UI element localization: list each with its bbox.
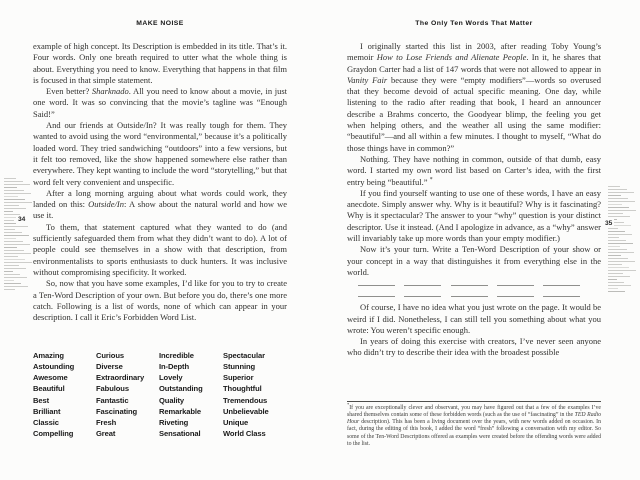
forbidden-word: Fascinating: [96, 406, 138, 416]
page-edge-line: [608, 252, 634, 253]
write-in-line: [404, 295, 441, 297]
page-edge-line: [4, 274, 20, 275]
paragraph: Now it’s your turn. Write a Ten-Word Description of your show or your concept in a way that distinguishes it from everything else in the world.: [347, 244, 601, 277]
page-edge-line: [608, 228, 618, 229]
page-edge-line: [608, 243, 633, 244]
forbidden-word: Extraordinary: [96, 373, 145, 383]
page-edge-line: [608, 237, 619, 238]
page-edge-line: [608, 195, 621, 196]
page-edge-line: [608, 267, 629, 268]
paragraph: Nothing. They have nothing in common, outside of that dumb, easy word. I started my own word list based on Carter’s idea, with the first entry being “beautiful.” *: [347, 153, 601, 187]
forbidden-word: Riveting: [159, 417, 189, 427]
page-edge-line: [4, 235, 29, 236]
forbidden-word-list: [33, 350, 287, 439]
page-edge-texture-right: [608, 186, 640, 294]
paragraph: To them, that statement captured what they wanted to do (and sufficiently safeguarded them from what they didn’t want to do). A lot of people could see themselves in a show with that description, from environmentalists to sports enthusiasts to duck hunters. It was inclusive without compromising specificity. It worked.: [33, 221, 287, 277]
forbidden-word: Diverse: [96, 362, 123, 372]
paragraph: Of course, I have no idea what you just wrote on the page. It would be weird if I did. Nonetheless, I can still tell you something about what you wrote: You weren’t specific enough.: [347, 302, 601, 335]
forbidden-word: Unbelievable: [223, 406, 269, 416]
page-edge-line: [608, 291, 625, 292]
footnote: [347, 401, 601, 448]
forbidden-word: Astounding: [33, 362, 75, 372]
page-edge-line: [4, 205, 19, 206]
running-head-right: The Only Ten Words That Matter: [415, 20, 533, 27]
page-edge-line: [4, 262, 32, 263]
page-edge-line: [608, 261, 635, 262]
page-edge-line: [608, 198, 628, 199]
page-edge-line: [608, 201, 635, 202]
page-edge-line: [4, 232, 22, 233]
page-edge-line: [4, 238, 16, 239]
page-edge-line: [608, 204, 622, 205]
right-page-paragraphs-top: [347, 41, 601, 278]
page-edge-line: [4, 247, 17, 248]
forbidden-word: Fantastic: [96, 395, 129, 405]
forbidden-word: Fabulous: [96, 384, 129, 394]
right-page: [320, 0, 640, 480]
word-list-column: [159, 350, 223, 439]
page-edge-line: [4, 208, 26, 209]
running-head-left: MAKE NOISE: [136, 20, 184, 27]
page-edge-line: [4, 220, 14, 221]
right-page-paragraphs-bottom: [347, 302, 601, 358]
page-edge-line: [608, 258, 628, 259]
page-edge-line: [4, 280, 14, 281]
page-edge-line: [4, 244, 30, 245]
write-in-line: [497, 284, 534, 286]
footnote-rule: [347, 401, 601, 402]
forbidden-word: In-Depth: [159, 362, 189, 372]
paragraph: In years of doing this exercise with creators, I’ve never seen anyone who didn’t try to describe their idea with the broadest possible: [347, 336, 601, 358]
page-edge-line: [608, 273, 623, 274]
forbidden-word: Amazing: [33, 351, 64, 360]
page-edge-line: [4, 250, 24, 251]
page-edge-line: [4, 181, 23, 182]
page-edge-line: [608, 255, 621, 256]
page-edge-line: [4, 271, 13, 272]
write-in-lines: [358, 284, 580, 297]
forbidden-word: Fresh: [96, 417, 117, 427]
forbidden-word: Incredible: [159, 351, 194, 360]
write-in-line-row: [358, 284, 580, 286]
page-edge-line: [608, 276, 630, 277]
page-edge-line: [608, 288, 618, 289]
page-edge-line: [4, 211, 13, 212]
page-edge-line: [4, 256, 18, 257]
page-edge-line: [4, 253, 31, 254]
page-edge-line: [4, 184, 30, 185]
write-in-line: [543, 295, 580, 297]
footnote-marker: *: [347, 402, 350, 408]
page-edge-line: [608, 207, 629, 208]
paragraph: example of high concept. Its Description is embedded in its title. That’s it. Four words. Only one breath required to utter what the whole thing is about. Everything you need to know. Everything that happens in that film is focused in that simple statement.: [33, 41, 287, 85]
paragraph: So, now that you have some examples, I’d like for you to try to create a Ten-Word Description of your own. But before you do, there’s one more catch. Following is a list of words, none of which can appear in your description. I call it Eric’s Forbidden Word List.: [33, 278, 287, 323]
page-edge-line: [4, 193, 31, 194]
page-edge-line: [608, 270, 636, 271]
page-edge-line: [608, 216, 630, 217]
page-edge-line: [4, 241, 23, 242]
write-in-line: [543, 284, 580, 286]
page-edge-line: [608, 210, 636, 211]
forbidden-word: Brilliant: [33, 406, 61, 416]
forbidden-word: Beautiful: [33, 384, 65, 394]
forbidden-word: Sensational: [159, 429, 201, 439]
page-edge-line: [4, 265, 19, 266]
page-edge-line: [4, 277, 27, 278]
write-in-line: [497, 295, 534, 297]
page-edge-texture-left: [4, 178, 34, 292]
page-edge-line: [608, 246, 620, 247]
write-in-line: [358, 284, 395, 286]
page-edge-line: [4, 187, 17, 188]
right-page-body: [347, 41, 601, 359]
write-in-line: [358, 295, 395, 297]
forbidden-word: Awesome: [33, 373, 68, 383]
word-list-column: [33, 350, 96, 439]
page-edge-line: [4, 283, 21, 284]
paragraph: If you find yourself wanting to use one of these words, I have an easy anecdote. Simply answer why. Why is it beautiful? Why is it fascinating? Why is it spectacular? The answer to your “why” question is your distinct descriptor. Use it instead. (And I apologize in advance, as a “why” answer will invariably take up more words than your empty modifier.): [347, 187, 601, 244]
left-page-body: [33, 41, 287, 323]
page-edge-line: [608, 213, 623, 214]
forbidden-word: Compelling: [33, 429, 74, 439]
page-edge-line: [4, 190, 24, 191]
write-in-line: [451, 295, 488, 297]
forbidden-word: Quality: [159, 395, 185, 405]
page-number-right: 35: [605, 220, 613, 227]
page-edge-line: [608, 279, 617, 280]
write-in-line: [404, 284, 441, 286]
forbidden-word: Spectacular: [223, 351, 265, 360]
page-edge-line: [4, 202, 32, 203]
forbidden-word: Unique: [223, 417, 249, 427]
page-edge-line: [608, 234, 632, 235]
forbidden-word: Remarkable: [159, 406, 202, 416]
page-edge-line: [608, 192, 634, 193]
page-edge-line: [608, 285, 631, 286]
word-list-column: [96, 350, 159, 439]
page-edge-line: [4, 226, 28, 227]
page-edge-line: [4, 199, 25, 200]
paragraph: I originally started this list in 2003, after reading Toby Young’s memoir How to Lose Friends and Alienate People. In it, he shares that Graydon Carter had a list of 147 words that were not allowed to appear in Vanity Fair because they were “empty modifiers”—words so overused that they become devoid of actual specific meaning. One day, while listening to the radio after reading that book, I heard an announcer describe a Brahms concerto, the Goodyear blimp, the feeling you get when helping others, and the weather all using the same modifier: “beautiful”—and all within a few minutes. I thought to myself, “What do those things have in common?”: [347, 41, 602, 153]
forbidden-word: Great: [96, 429, 116, 439]
write-in-line-row: [358, 295, 580, 297]
paragraph: After a long morning arguing about what words could work, they landed on this: Outside/In: A show about the natural world and how we use it.: [33, 187, 287, 221]
page-number-left: 34: [18, 216, 26, 223]
page-edge-line: [4, 286, 28, 287]
paragraph: And our friends at Outside/In? It was really tough for them. They wanted to avoid using the word “environmental,” because it’s a politically loaded word. They tried sandwiching “outdoors” into a few versions, but it felt too removed, like the show happened somewhere else rather than everywhere. They kept wanting to include the word “storytelling,” but that word felt very convenient and unspecific.: [33, 120, 287, 187]
page-edge-line: [608, 189, 627, 190]
page-edge-line: [4, 268, 26, 269]
page-edge-line: [4, 289, 15, 290]
write-in-line: [451, 284, 488, 286]
page-edge-line: [608, 231, 625, 232]
forbidden-word: Thoughtful: [223, 384, 262, 394]
forbidden-word: Stunning: [223, 362, 256, 372]
word-list-column: [223, 350, 287, 439]
page-edge-line: [4, 178, 16, 179]
page-edge-line: [608, 264, 622, 265]
forbidden-word: Classic: [33, 417, 59, 427]
page-edge-line: [608, 186, 620, 187]
page-edge-line: [4, 229, 15, 230]
forbidden-word: Best: [33, 395, 50, 405]
forbidden-word: Tremendous: [223, 395, 268, 405]
page-edge-line: [608, 282, 624, 283]
forbidden-word: Outstanding: [159, 384, 203, 394]
page-edge-line: [4, 259, 25, 260]
paragraph: Even better? Sharknado. All you need to know about a movie, in just one word. It was so convincing that the movie’s tagline was “Enough Said!”: [33, 86, 288, 119]
forbidden-word: Curious: [96, 351, 124, 360]
page-edge-line: [608, 249, 627, 250]
footnote-text: [347, 402, 602, 448]
forbidden-word: Lovely: [159, 373, 183, 383]
page-edge-line: [608, 240, 626, 241]
forbidden-word: World Class: [223, 429, 266, 439]
forbidden-word: Superior: [223, 373, 254, 383]
footnote-body: If you are exceptionally clever and observant, you may have figured out that a few of the examples I’ve shared themselves contain some of these forbidden words (such as the use of “fascinating” in the TED Radio Hour description). This has been a living document over the years, with new words added on occasion. In fact, during the editing of this book, I added the word “fresh” following a conversation with my editor. So some of the Ten-Word Descriptions offered as examples were created before the offending words were added to the list.: [347, 405, 602, 447]
page-edge-line: [4, 196, 18, 197]
